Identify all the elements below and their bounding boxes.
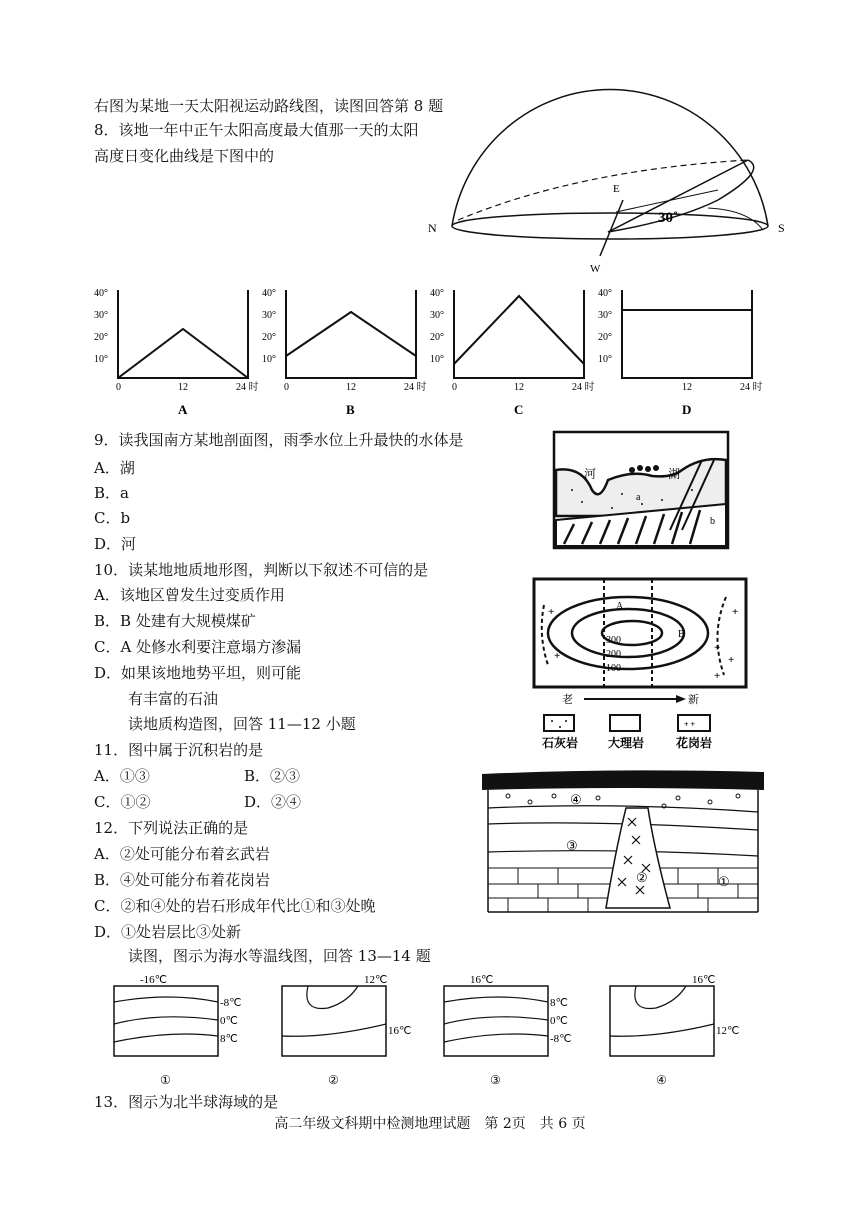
y-tick-20: 20° <box>262 332 276 343</box>
q10-option-d: D．如果该地地势平坦，则可能 <box>94 664 302 682</box>
q9-stem: 9．读我国南方某地剖面图，雨季水位上升最快的水体是 <box>94 431 464 449</box>
q12-option-d: D．①处岩层比③处新 <box>94 923 242 941</box>
y-tick-30: 30° <box>598 310 612 321</box>
q12-option-a: A．②处可能分布着玄武岩 <box>94 845 270 863</box>
map2-top-label: 12℃ <box>364 974 388 986</box>
y-tick-20: 20° <box>598 332 612 343</box>
south-label: S <box>778 221 785 235</box>
label-b: b <box>710 516 715 527</box>
q11-option-d: D．②④ <box>244 793 302 811</box>
x-tick-24: 24 时 <box>404 382 427 393</box>
map3-number: ③ <box>490 1073 501 1087</box>
svg-text:+: + <box>714 642 721 654</box>
label-a: a <box>636 492 641 503</box>
intro-q13: 读图，图示为海水等温线图，回答 13—14 题 <box>128 947 431 965</box>
q8-stem-line2: 高度日变化曲线是下图中的 <box>94 147 275 165</box>
y-tick-20: 20° <box>430 332 444 343</box>
q11-option-c: C．①② <box>94 793 151 811</box>
label-b: B <box>678 629 685 640</box>
q11-stem: 11．图中属于沉积岩的是 <box>94 741 264 759</box>
legend-marble: 大理岩 <box>608 736 645 750</box>
north-label: N <box>428 221 437 235</box>
angle-label: 30˚ <box>658 210 678 226</box>
intro-q11: 读地质构造图，回答 11—12 小题 <box>128 715 356 733</box>
contour-200: 200 <box>606 649 621 660</box>
q11-option-b: B．②③ <box>244 767 301 785</box>
chart-c <box>454 290 584 378</box>
geologic-structure-diagram <box>478 768 768 916</box>
q9-option-a: A．湖 <box>94 459 135 477</box>
label-4: ④ <box>570 792 582 807</box>
svg-text:+: + <box>728 654 735 666</box>
chart-label-a: A <box>178 402 188 417</box>
map1-label-1: -8℃ <box>220 997 242 1009</box>
q12-stem: 12．下列说法正确的是 <box>94 819 249 837</box>
intro-q8: 右图为某地一天太阳视运动路线图，读图回答第 8 题 <box>94 97 444 115</box>
q12-option-b: B．④处可能分布着花岗岩 <box>94 871 271 889</box>
sun-path-hemisphere-diagram <box>418 60 798 280</box>
sst-map-4 <box>610 974 739 1087</box>
chart-a <box>118 290 248 378</box>
label-a: A <box>616 601 624 612</box>
map1-label-2: 0℃ <box>220 1015 238 1027</box>
y-tick-10: 10° <box>94 354 108 365</box>
page-footer: 高二年级文科期中检测地理试题 第 2页 共 6 页 <box>274 1116 586 1132</box>
chart-label-b: B <box>346 402 355 417</box>
q10-option-b: B．B 处建有大规模煤矿 <box>94 612 256 630</box>
label-2: ② <box>636 870 648 885</box>
y-tick-30: 30° <box>430 310 444 321</box>
map1-top-label: -16℃ <box>140 974 168 986</box>
x-tick-24: 24 时 <box>572 382 595 393</box>
x-tick-24: 24 时 <box>740 382 763 393</box>
q12-option-c: C．②和④处的岩石形成年代比①和③处晚 <box>94 897 376 915</box>
x-tick-12: 12 <box>514 382 524 393</box>
legend-limestone: 石灰岩 <box>542 736 579 750</box>
x-tick-12: 12 <box>346 382 356 393</box>
y-tick-30: 30° <box>94 310 108 321</box>
map4-top-label: 16℃ <box>692 974 716 986</box>
q10-option-c: C．A 处修水利要注意塌方渗漏 <box>94 638 302 656</box>
chart-label-c: C <box>514 402 524 417</box>
q10-option-d-cont: 有丰富的石油 <box>128 690 219 708</box>
x-tick-12: 12 <box>682 382 692 393</box>
label-river: 河 <box>584 467 597 481</box>
y-tick-10: 10° <box>262 354 276 365</box>
q13-stem: 13．图示为北半球海域的是 <box>94 1093 279 1111</box>
label-old: 老 <box>562 694 573 706</box>
y-tick-40: 40° <box>94 288 108 299</box>
q10-stem: 10．读某地地质地形图，判断以下叙述不可信的是 <box>94 561 429 579</box>
svg-text:+: + <box>732 606 739 618</box>
svg-text:+: + <box>554 650 561 662</box>
map2-label-1: 16℃ <box>388 1025 412 1037</box>
label-3: ③ <box>566 838 578 853</box>
map1-number: ① <box>160 1073 171 1087</box>
q10-option-a: A．该地区曾发生过变质作用 <box>94 586 285 604</box>
sst-map-3 <box>444 974 572 1087</box>
chart-label-d: D <box>682 402 692 417</box>
label-new: 新 <box>688 694 699 706</box>
label-1: ① <box>718 874 730 889</box>
x-tick-0: 0 <box>452 382 457 393</box>
svg-text:+ +: + + <box>684 720 696 729</box>
east-label: E <box>613 183 620 195</box>
q11-option-a: A．①③ <box>94 767 150 785</box>
x-tick-12: 12 <box>178 382 188 393</box>
map3-label-2: 0℃ <box>550 1015 568 1027</box>
label-lake: 湖 <box>668 467 681 481</box>
q9-option-d: D．河 <box>94 535 137 553</box>
q9-option-b: B．a <box>94 484 129 502</box>
y-tick-40: 40° <box>262 288 276 299</box>
svg-text:+: + <box>714 670 721 682</box>
y-tick-40: 40° <box>430 288 444 299</box>
map3-label-1: 8℃ <box>550 997 568 1009</box>
svg-text:+: + <box>548 606 555 618</box>
chart-b <box>286 290 416 378</box>
y-tick-30: 30° <box>262 310 276 321</box>
map3-label-3: -8℃ <box>550 1033 572 1045</box>
legend-granite: 花岗岩 <box>676 736 713 750</box>
geologic-map <box>528 575 754 753</box>
map1-label-3: 8℃ <box>220 1033 238 1045</box>
y-tick-10: 10° <box>598 354 612 365</box>
q8-stem-line1: 8．该地一年中正午太阳高度最大值那一天的太阳 <box>94 121 419 139</box>
y-tick-10: 10° <box>430 354 444 365</box>
west-label: W <box>590 263 601 275</box>
q9-option-c: C．b <box>94 509 131 527</box>
contour-100: 100 <box>606 663 621 674</box>
map4-number: ④ <box>656 1073 667 1087</box>
sea-temperature-maps <box>110 972 770 1090</box>
sst-map-2 <box>282 974 411 1087</box>
sst-map-1 <box>114 974 242 1087</box>
map2-number: ② <box>328 1073 339 1087</box>
x-tick-24: 24 时 <box>236 382 259 393</box>
solar-altitude-charts <box>90 282 780 422</box>
y-tick-20: 20° <box>94 332 108 343</box>
contour-300: 300 <box>606 635 621 646</box>
x-tick-0: 0 <box>116 382 121 393</box>
chart-d <box>622 290 752 378</box>
map4-label-1: 12℃ <box>716 1025 740 1037</box>
profile-diagram <box>552 430 732 552</box>
x-tick-0: 0 <box>284 382 289 393</box>
map3-top-label: 16℃ <box>470 974 494 986</box>
y-tick-40: 40° <box>598 288 612 299</box>
